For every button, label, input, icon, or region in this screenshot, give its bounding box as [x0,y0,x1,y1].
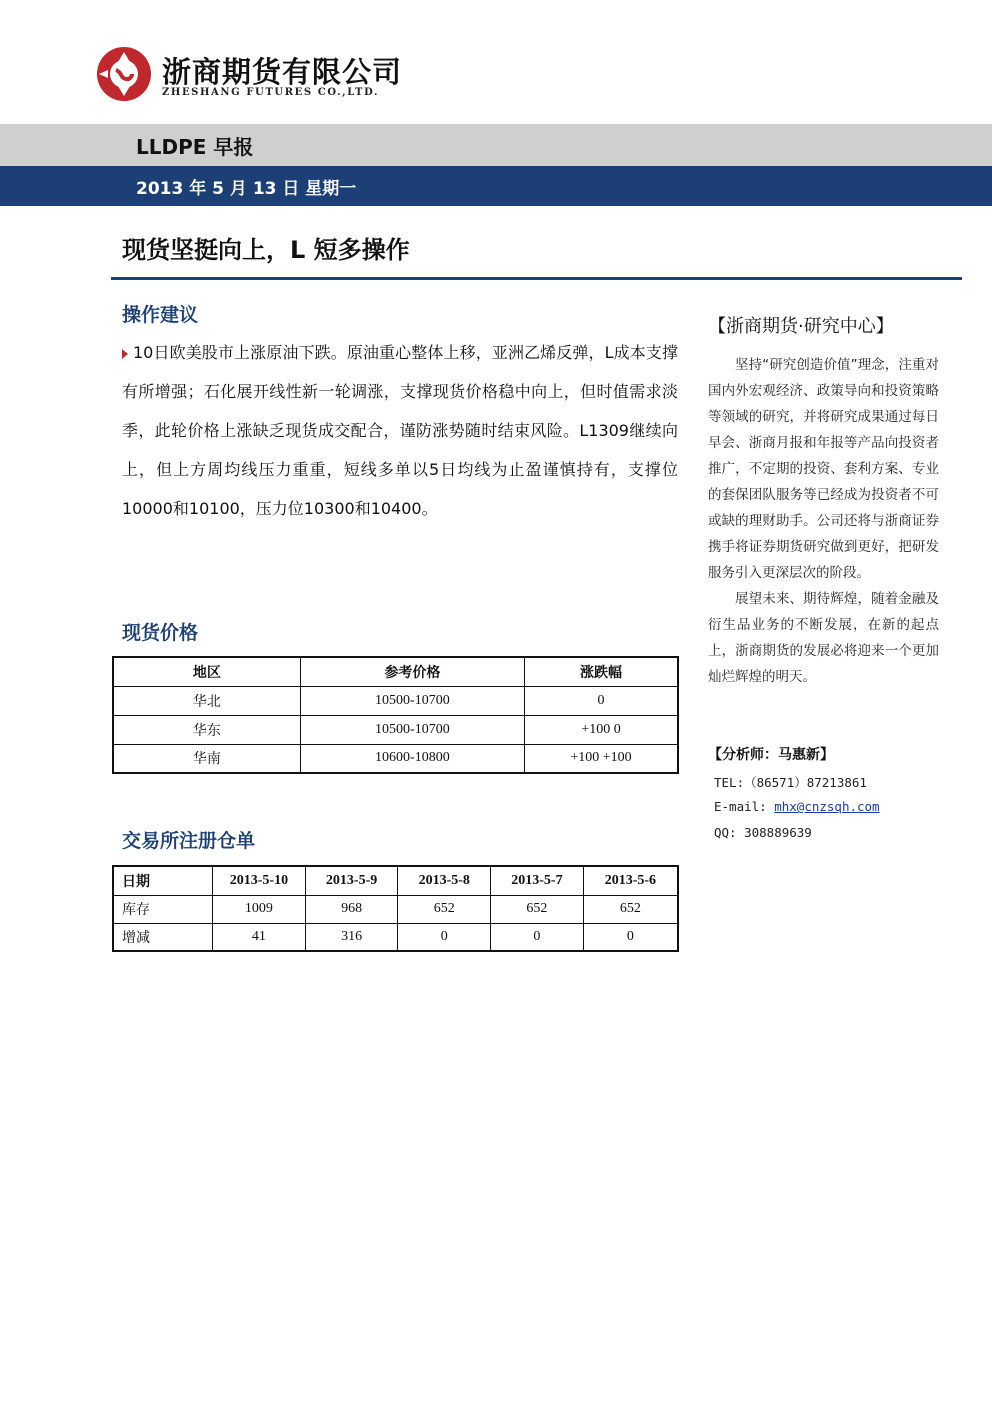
spot-price-table [112,656,679,774]
table-header-row [113,866,678,895]
table-cell: 10500-10700 [300,715,524,744]
research-center-intro [708,352,939,690]
table-cell: 316 [305,923,398,951]
title-divider [111,277,962,280]
advice-section-title: 操作建议 [122,304,199,326]
table-cell: 652 [583,895,678,923]
table-cell: 0 [491,923,584,951]
report-date: 2013 年 5 月 13 日 星期一 [136,179,357,199]
table-row [113,744,678,773]
analyst-name: 【分析师：马惠新】 [708,747,834,763]
table-cell: 华北 [113,686,300,715]
table-cell: +100 +100 [525,744,679,773]
table-header-cell: 2013-5-9 [305,866,398,895]
email-label: E-mail: [714,799,767,814]
company-logo-icon [96,46,152,102]
analyst-qq: QQ: 308889639 [714,825,812,840]
table-header-row [113,657,678,686]
table-cell: 0 [583,923,678,951]
table-cell: 华南 [113,744,300,773]
warehouse-receipt-table [112,865,679,952]
table-cell: 968 [305,895,398,923]
email-link[interactable]: mhx@cnzsqh.com [774,799,880,814]
report-name: LLDPE 早报 [136,135,254,159]
analyst-email-line [714,799,880,814]
company-name-en: ZHESHANG FUTURES CO.,LTD. [162,87,380,98]
bullet-triangle-icon [122,349,128,359]
advice-text: 10日欧美股市上涨原油下跌。原油重心整体上移，亚洲乙烯反弹，L成本支撑有所增强；石化展开线性新一轮调涨，支撑现货价格稳中向上，但时值需求淡季，此轮价格上涨缺乏现货成交配合，谨防涨势随时结束风险。L1309继续向上，但上方周均线压力重重，短线多单以5日均线为止盈谨慎持有，支撑位10000和10100，压力位10300和10400。 [122,343,678,518]
table-row [113,923,678,951]
table-cell: 0 [525,686,679,715]
spot-section-title: 现货价格 [122,622,199,644]
table-cell: 1009 [213,895,306,923]
table-cell: 增减 [113,923,213,951]
page-title: 现货坚挺向上，L 短多操作 [122,236,410,264]
table-row [113,895,678,923]
table-cell: 0 [398,923,491,951]
table-header-cell: 2013-5-8 [398,866,491,895]
table-header-cell: 参考价格 [300,657,524,686]
table-header-cell: 2013-5-10 [213,866,306,895]
table-cell: 652 [491,895,584,923]
table-header-cell: 地区 [113,657,300,686]
table-header-cell: 涨跌幅 [525,657,679,686]
table-header-cell: 2013-5-6 [583,866,678,895]
table-row [113,686,678,715]
table-header-cell: 2013-5-7 [491,866,584,895]
table-row [113,715,678,744]
table-cell: 10600-10800 [300,744,524,773]
table-cell: 库存 [113,895,213,923]
company-name-cn: 浙商期货有限公司 [162,55,403,89]
intro-paragraph: 坚持“研究创造价值”理念，注重对国内外宏观经济、政策导向和投资策略等领域的研究，并将研究成果通过每日早会、浙商月报和年报等产品向投资者推广，不定期的投资、套利方案、专业的套保团队服务等已经成为投资者不可或缺的理财助手。公司还将与浙商证券携手将证券期货研究做到更好，把研发服务引入更深层次的阶段。 [708,357,939,581]
table-cell: 41 [213,923,306,951]
table-cell: 10500-10700 [300,686,524,715]
table-header-cell: 日期 [113,866,213,895]
research-center-title: 【浙商期货·研究中心】 [708,316,894,337]
analyst-tel: TEL:（86571）87213861 [714,775,867,790]
table-cell: +100 0 [525,715,679,744]
table-cell: 652 [398,895,491,923]
table-cell: 华东 [113,715,300,744]
warehouse-section-title: 交易所注册仓单 [122,830,256,852]
advice-paragraph [122,333,678,528]
intro-paragraph: 展望未来、期待辉煌，随着金融及衍生品业务的不断发展，在新的起点上，浙商期货的发展必将迎来一个更加灿烂辉煌的明天。 [708,591,939,685]
